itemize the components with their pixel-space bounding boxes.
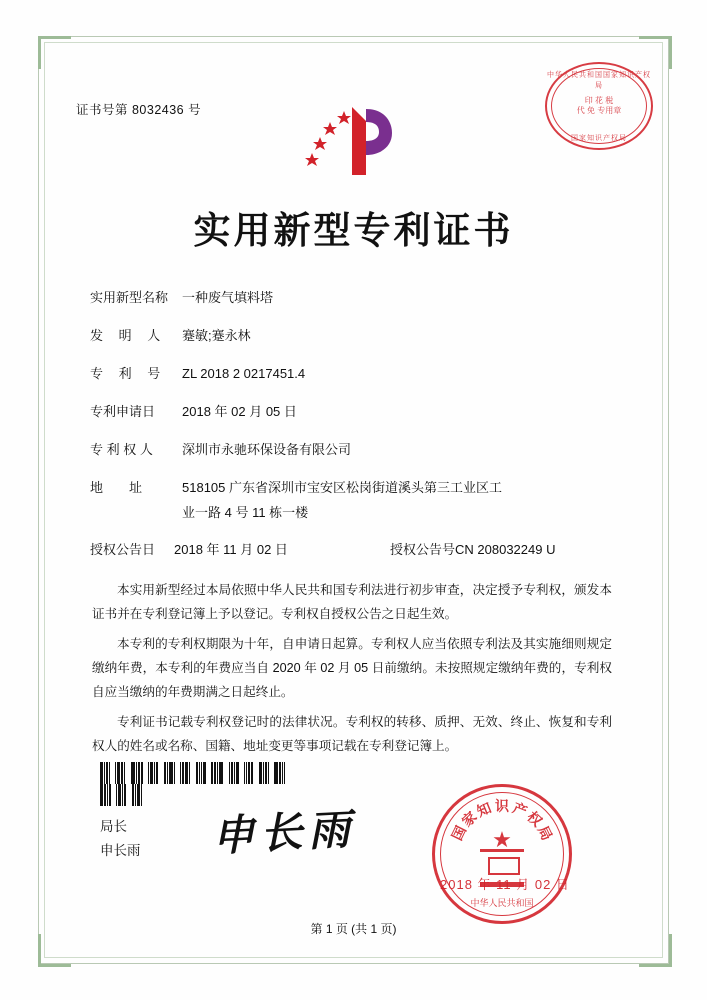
field-row-patentee [90, 440, 620, 459]
corner-ornament-bottom-left [38, 934, 71, 967]
field-row-announcement [90, 540, 620, 559]
paragraph-term-fee: 本专利的专利权期限为十年，自申请日起算。专利权人应当依照专利法及其实施细则规定缴纳年费，本专利的年费应当自 2020 年 02 月 05 日前缴纳。未按照规定缴纳年费的，专利权自应当缴纳的年费期满之日起终止。 [92, 637, 612, 699]
signature-labels [100, 815, 141, 863]
field-label: 专 利 权 人 [90, 442, 153, 457]
official-round-seal [432, 784, 572, 924]
field-label: 专 利 号 [90, 366, 167, 381]
page-title: 实用新型专利证书 [193, 209, 514, 252]
corner-ornament-bottom-right [639, 934, 672, 967]
field-row-application-date [90, 402, 620, 421]
paragraph-register: 专利证书记载专利权登记时的法律状况。专利权的转移、质押、无效、终止、恢复和专利权人的姓名或名称、国籍、地址变更等事项记载在专利登记簿上。 [92, 715, 612, 753]
field-value: 深圳市永驰环保设备有限公司 [182, 442, 352, 457]
tax-stamp-seal-top-text: 中华人民共和国国家知识产权局 [547, 71, 651, 90]
field-row-utility-model-name [90, 288, 620, 307]
field-row-inventor [90, 326, 620, 345]
field-value: 一种废气填料塔 [182, 290, 274, 305]
director-name-label: 申长雨 [100, 843, 141, 858]
field-value: CN 208032249 U [455, 542, 556, 557]
tax-stamp-seal-line1: 印 花 税 [584, 96, 614, 105]
corner-ornament-top-right [639, 36, 672, 69]
paragraph-grant: 本实用新型经过本局依照中华人民共和国专利法进行初步审查，决定授予专利权，颁发本证书并在专利登记簿上予以登记。专利权自授权公告之日起生效。 [92, 583, 612, 621]
field-label: 专利申请日 [90, 404, 156, 419]
seal-date: 2018 年 11 月 02 日 [440, 877, 570, 892]
field-value: 518105 广东省深圳市宝安区松岗街道溪头第三工业区工 [182, 480, 502, 495]
field-label: 发 明 人 [90, 328, 167, 343]
barcode [100, 762, 293, 784]
corner-ornament-top-left [38, 36, 71, 69]
field-value-continued: 业一路 4 号 11 栋一楼 [182, 505, 309, 520]
field-value: 2018 年 11 月 02 日 [174, 542, 288, 557]
star-icon: ★ [492, 827, 512, 852]
page-footer: 第 1 页 (共 1 页) [310, 922, 397, 936]
director-title-label: 局长 [100, 819, 127, 834]
official-round-seal-bottom-text: 中华人民共和国 [470, 898, 534, 908]
field-value: 2018 年 02 月 05 日 [182, 404, 297, 419]
announcement-date-group [90, 540, 390, 559]
field-label: 实用新型名称 [90, 290, 169, 305]
tax-stamp-seal-line2: 代 免 专用章 [576, 106, 622, 115]
field-row-patent-number [90, 364, 620, 383]
field-value: ZL 2018 2 0217451.4 [182, 366, 306, 381]
official-round-seal-arc-text: 国 家 知 识 产 权 局 [448, 798, 556, 843]
field-list [90, 288, 620, 567]
field-label: 授权公告日 [90, 542, 156, 557]
tax-stamp-seal-center [547, 96, 651, 116]
announcement-number-group [390, 540, 555, 559]
cnipa-logo-icon [300, 95, 400, 180]
field-row-address-continued [90, 503, 620, 522]
field-label: 地 址 [90, 480, 143, 495]
field-value: 蹇敏;蹇永林 [182, 328, 251, 343]
certificate-number: 证书号第 8032436 号 [76, 103, 202, 117]
body-paragraphs [92, 578, 612, 764]
director-handwritten-signature: 申长雨 [210, 804, 358, 861]
tax-stamp-seal [545, 62, 653, 150]
field-row-address [90, 478, 620, 497]
tax-stamp-seal-bottom-text: 国家知识产权局 [571, 135, 627, 142]
field-label: 授权公告号 [390, 542, 456, 557]
